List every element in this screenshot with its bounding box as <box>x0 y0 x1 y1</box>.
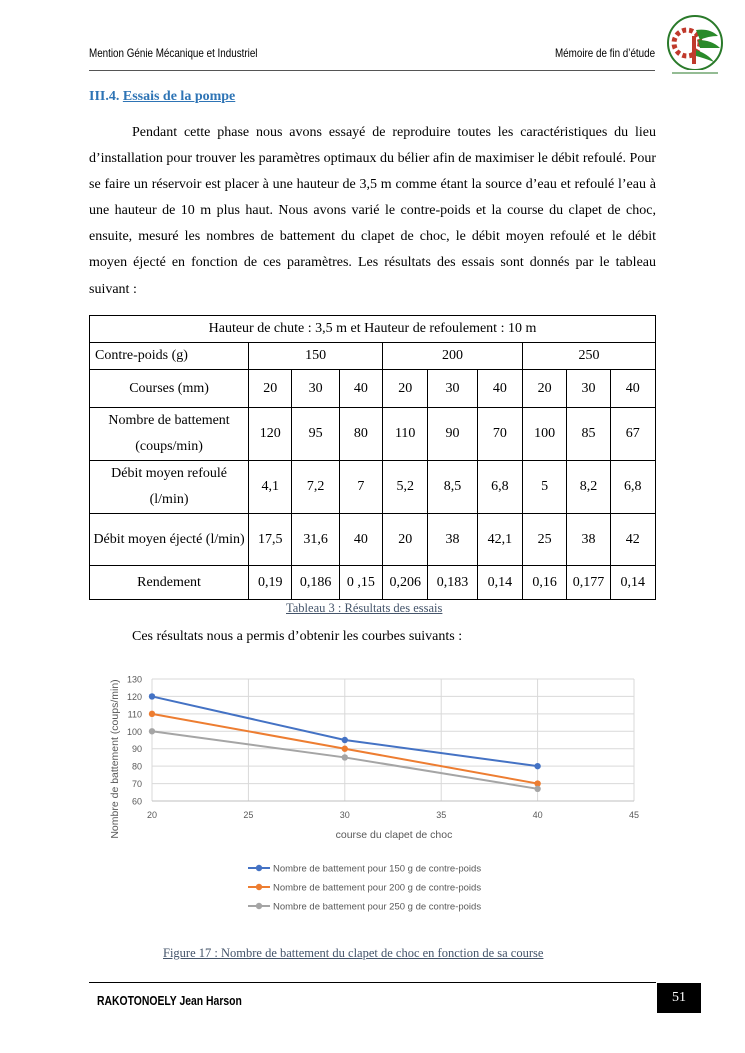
table-cell: 0,14 <box>610 566 655 600</box>
y-tick-label: 60 <box>131 796 142 807</box>
table-cell: 90 <box>428 408 477 461</box>
table-cell: 38 <box>567 514 610 566</box>
header-rule <box>89 70 655 71</box>
table-cell: 0,186 <box>292 566 339 600</box>
table-cell: 20 <box>383 370 428 408</box>
counterweight-cell: 200 <box>383 343 523 370</box>
table-cell: 6,8 <box>477 461 522 514</box>
table-cell: 40 <box>477 370 522 408</box>
chart-grid <box>152 679 634 801</box>
table-cell: 5,2 <box>383 461 428 514</box>
table-cell: 70 <box>477 408 522 461</box>
legend-marker <box>256 865 262 871</box>
body-paragraph <box>89 120 656 303</box>
legend-marker <box>256 884 262 890</box>
footer-author: RAKOTONOELY Jean Harson <box>97 993 242 1008</box>
section-title-text: Essais de la pompe <box>122 89 236 104</box>
table-cell: 80 <box>339 408 382 461</box>
row-label: Débit moyen éjecté (l/min) <box>90 514 249 566</box>
row-label: Courses (mm) <box>90 370 249 408</box>
table-cell: 0,16 <box>523 566 567 600</box>
y-tick-label: 130 <box>126 674 142 685</box>
y-axis-ticks <box>127 675 142 807</box>
table-cell: 0,19 <box>249 566 292 600</box>
row-label: Nombre de battement (coups/min) <box>90 408 249 461</box>
x-tick-label: 25 <box>243 810 254 820</box>
data-point <box>149 711 155 717</box>
counterweight-label: Contre-poids (g) <box>90 343 249 370</box>
footer-rule <box>89 982 656 983</box>
table-cell: 6,8 <box>610 461 655 514</box>
chart-intro: Ces résultats nous a permis d’obtenir les courbes suivants : <box>132 629 463 644</box>
table-header: Hauteur de chute : 3,5 m et Hauteur de refoulement : 10 m <box>90 316 656 343</box>
chart-legend <box>248 864 481 913</box>
x-tick-label: 20 <box>146 810 158 820</box>
y-tick-label: 120 <box>126 691 142 702</box>
y-tick-label: 110 <box>127 709 142 720</box>
table-row <box>90 514 656 566</box>
table-cell: 31,6 <box>292 514 339 566</box>
table-cell: 38 <box>428 514 477 566</box>
table-cell: 20 <box>249 370 292 408</box>
page-number: 51 <box>657 983 701 1013</box>
table-cell: 17,5 <box>249 514 292 566</box>
x-axis-label: course du clapet de choc <box>335 829 453 841</box>
table-row <box>90 370 656 408</box>
table-cell: 110 <box>383 408 428 461</box>
table-cell: 20 <box>523 370 567 408</box>
figure-caption: Figure 17 : Nombre de battement du clapet de choc en fonction de sa course <box>163 946 544 960</box>
data-point <box>149 728 155 734</box>
table-cell: 42,1 <box>477 514 522 566</box>
header-left-title: Mention Génie Mécanique et Industriel <box>89 46 258 60</box>
table-cell: 40 <box>610 370 655 408</box>
table-row <box>90 566 656 600</box>
table-cell: 7 <box>339 461 382 514</box>
table-cell: 0,177 <box>567 566 610 600</box>
x-tick-label: 45 <box>628 810 640 820</box>
table-cell: 67 <box>610 408 655 461</box>
legend-label: Nombre de battement pour 150 g de contre-poids <box>273 863 482 875</box>
y-tick-label: 80 <box>131 761 142 772</box>
table-cell: 0,183 <box>428 566 477 600</box>
data-point <box>534 786 540 792</box>
section-title <box>89 89 235 105</box>
counterweight-cell: 150 <box>249 343 383 370</box>
table-cell: 5 <box>523 461 567 514</box>
table-cell: 95 <box>292 408 339 461</box>
table-cell: 42 <box>610 514 655 566</box>
table-cell: 0,206 <box>383 566 428 600</box>
data-point <box>342 737 348 743</box>
table-cell: 30 <box>292 370 339 408</box>
table-cell: 100 <box>523 408 567 461</box>
row-label: Rendement <box>90 566 249 600</box>
table-cell: 40 <box>339 370 382 408</box>
university-emblem-icon <box>660 10 730 80</box>
row-label: Débit moyen refoulé (l/min) <box>90 461 249 514</box>
table-cell: 7,2 <box>292 461 339 514</box>
table-cell: 20 <box>383 514 428 566</box>
table-cell: 40 <box>339 514 382 566</box>
table-cell: 30 <box>567 370 610 408</box>
y-tick-label: 70 <box>131 779 142 790</box>
y-axis-label: Nombre de battement (coups/min) <box>109 679 121 839</box>
results-table <box>89 315 656 600</box>
x-axis-ticks <box>147 810 639 820</box>
x-tick-label: 30 <box>339 810 350 820</box>
section-number: III.4. <box>89 89 120 104</box>
table-cell: 0,14 <box>477 566 522 600</box>
data-point <box>342 754 348 760</box>
battement-chart <box>100 665 660 925</box>
table-cell: 25 <box>523 514 567 566</box>
table-cell: 120 <box>249 408 292 461</box>
table-cell: 4,1 <box>249 461 292 514</box>
table-row <box>90 461 656 514</box>
legend-label: Nombre de battement pour 250 g de contre-poids <box>273 901 482 913</box>
y-tick-label: 90 <box>131 744 142 755</box>
table-caption: Tableau 3 : Résultats des essais <box>286 601 443 615</box>
table-cell: 8,5 <box>428 461 477 514</box>
table-row <box>90 408 656 461</box>
counterweight-cell: 250 <box>523 343 656 370</box>
paragraph-text: Pendant cette phase nous avons essayé de reproduire toutes les caractéristiques du lieu d’installation pour trouver les paramètres optimaux du bélier afin de maximiser le débit refoulé. Pour se faire un réservoir est placer à une hauteur de 3,5 m comme étant la source d’eau et refoulé l’eau à une hauteur de 10 m plus haut. Nous avons varié le contre-poids et la course du clapet de choc, ensuite, mesuré les nombres de battement du clapet de choc, le débit moyen refoulé et le débit moyen éjecté en fonction de ces paramètres. Les résultats des essais sont donnés par le tableau suivant : <box>89 125 656 297</box>
table-cell: 8,2 <box>567 461 610 514</box>
data-point <box>149 693 155 699</box>
table-cell: 0 ,15 <box>339 566 382 600</box>
data-point <box>534 763 540 769</box>
data-point <box>342 746 348 752</box>
legend-marker <box>256 903 262 909</box>
legend-label: Nombre de battement pour 200 g de contre-poids <box>273 882 482 894</box>
y-tick-label: 100 <box>126 726 142 737</box>
header-right-title: Mémoire de fin d’étude <box>554 46 655 60</box>
table-cell: 30 <box>428 370 477 408</box>
x-tick-label: 35 <box>436 810 447 820</box>
x-tick-label: 40 <box>532 810 543 820</box>
table-cell: 85 <box>567 408 610 461</box>
